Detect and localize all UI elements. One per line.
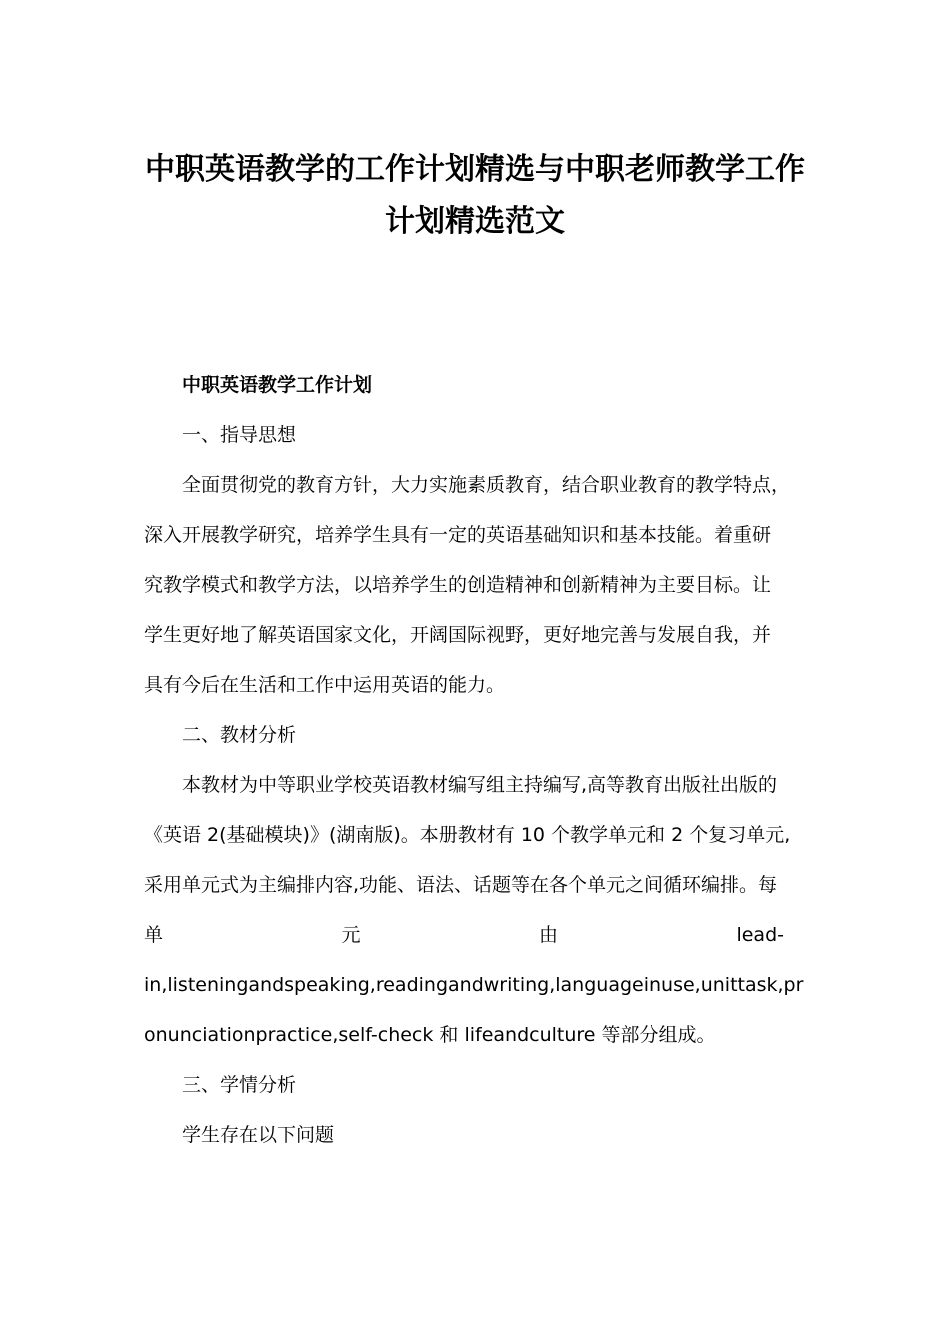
document-body xyxy=(144,360,804,1160)
paragraph-line-spread xyxy=(144,910,784,960)
paragraph-line: 全面贯彻党的教育方针，大力实施素质教育，结合职业教育的教学特点， xyxy=(182,474,791,496)
paragraph-line: 究教学模式和教学方法，以培养学生的创造精神和创新精神为主要目标。让 xyxy=(144,574,772,596)
paragraph-student-analysis: 学生存在以下问题 xyxy=(182,1124,335,1146)
spread-word: lead- xyxy=(736,924,784,946)
heading-textbook-analysis: 二、教材分析 xyxy=(182,724,297,746)
paragraph-textbook-analysis xyxy=(144,760,804,1060)
title-line-1: 中职英语教学的工作计划精选与中职老师教学工作 xyxy=(145,152,805,187)
paragraph-line: 深入开展教学研究，培养学生具有一定的英语基础知识和基本技能。着重研 xyxy=(144,524,772,546)
document-title xyxy=(120,144,830,248)
spread-word: 单 xyxy=(144,924,164,946)
heading-student-analysis: 三、学情分析 xyxy=(182,1074,297,1096)
heading-guiding-ideology: 一、指导思想 xyxy=(182,424,297,446)
spread-word: 元 xyxy=(341,924,361,946)
title-line-2: 计划精选范文 xyxy=(385,204,565,239)
paragraph-line: in,listeningandspeaking,readingandwriting,languageinuse,unittask,pr xyxy=(144,974,804,996)
paragraph-line: 具有今后在生活和工作中运用英语的能力。 xyxy=(144,674,506,696)
paragraph-guiding-ideology xyxy=(144,460,791,710)
section-title: 中职英语教学工作计划 xyxy=(182,374,373,396)
paragraph-line: 《英语 2(基础模块)》(湖南版)。本册教材有 10 个教学单元和 2 个复习单元, xyxy=(144,824,791,846)
paragraph-line: 学生更好地了解英语国家文化，开阔国际视野，更好地完善与发展自我，并 xyxy=(144,624,772,646)
spread-word: 由 xyxy=(538,924,558,946)
paragraph-line: onunciationpractice,self-check 和 lifeandculture 等部分组成。 xyxy=(144,1024,716,1046)
paragraph-line: 本教材为中等职业学校英语教材编写组主持编写,高等教育出版社出版的 xyxy=(182,774,778,796)
paragraph-line: 采用单元式为主编排内容,功能、语法、话题等在各个单元之间循环编排。每 xyxy=(144,874,778,896)
